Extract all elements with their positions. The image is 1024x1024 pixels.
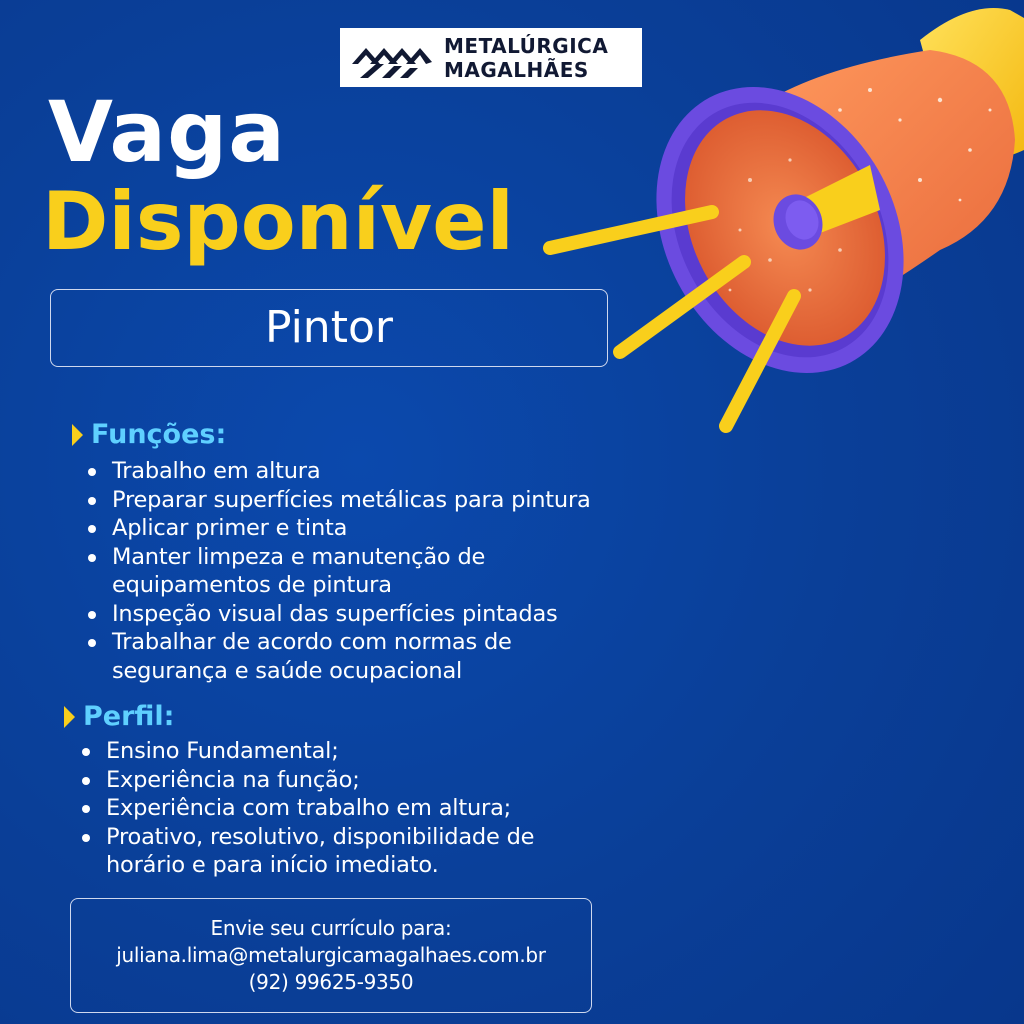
contact-phone[interactable]: (92) 99625-9350 <box>248 970 414 994</box>
list-item: Trabalho em altura <box>84 457 644 486</box>
perfil-title: Perfil: <box>83 701 175 732</box>
list-item: Experiência na função; <box>78 766 598 795</box>
headline-vaga: Vaga <box>48 83 286 181</box>
contact-box <box>70 898 592 1013</box>
list-item: Aplicar primer e tinta <box>84 514 644 543</box>
list-item: Manter limpeza e manutenção de equipamentos de pintura <box>84 543 532 600</box>
funcoes-list <box>84 457 644 685</box>
list-item: Proativo, resolutivo, disponibilidade de horário e para início imediato. <box>78 823 586 880</box>
contact-intro: Envie seu currículo para: <box>210 916 452 940</box>
logo-line2: MAGALHÃES <box>444 57 589 82</box>
list-item: Preparar superfícies metálicas para pintura <box>84 486 644 515</box>
job-title: Pintor <box>265 302 393 353</box>
list-item: Ensino Fundamental; <box>78 737 598 766</box>
chevron-right-icon <box>64 706 75 728</box>
logo-line1: METALÚRGICA <box>444 33 609 58</box>
job-title-box <box>50 289 608 367</box>
perfil-heading <box>64 700 174 734</box>
funcoes-title: Funções: <box>91 419 227 450</box>
chevron-mountains-icon <box>348 34 434 82</box>
funcoes-heading <box>72 418 226 452</box>
megaphone-icon <box>540 0 1024 450</box>
headline-disponivel: Disponível <box>42 175 514 268</box>
list-item: Experiência com trabalho em altura; <box>78 794 598 823</box>
list-item: Trabalhar de acordo com normas de segurança e saúde ocupacional <box>84 628 582 685</box>
contact-email[interactable]: juliana.lima@metalurgicamagalhaes.com.br <box>116 943 546 967</box>
chevron-right-icon <box>72 424 83 446</box>
perfil-list <box>78 737 598 880</box>
list-item: Inspeção visual das superfícies pintadas <box>84 600 644 629</box>
